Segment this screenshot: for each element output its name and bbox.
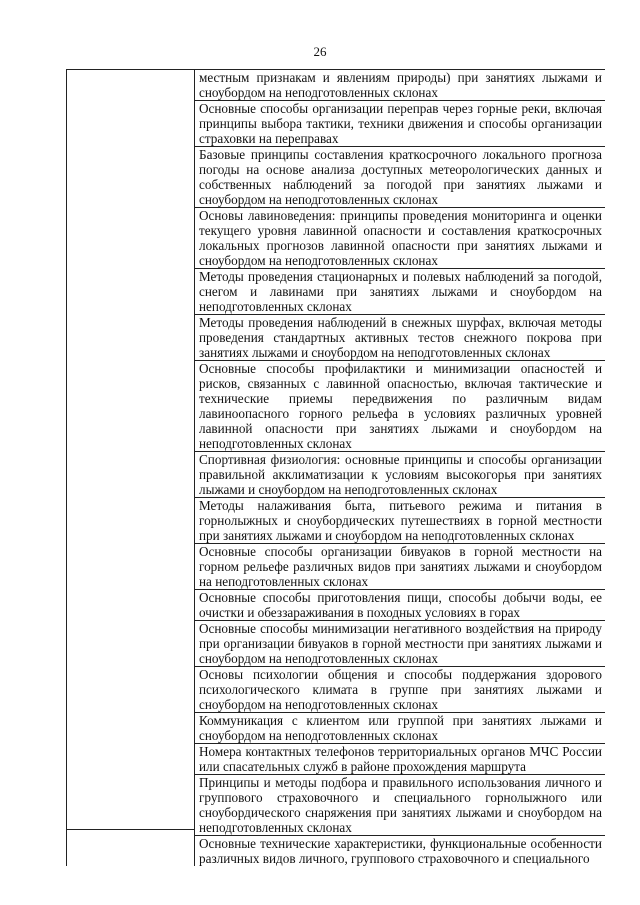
table-row xyxy=(67,713,605,744)
table-cell-text: Методы проведения стационарных и полевых наблюдений за погодой, снегом и лавинами при занятиях лыжами и сноубордом на неподготовленных склонах xyxy=(195,269,605,315)
table-cell-empty xyxy=(67,744,195,775)
table-cell-text: Основные способы приготовления пищи, способы добычи воды, ее очистки и обеззараживания в походных условиях в горах xyxy=(195,590,605,621)
table-cell-text: Основные способы минимизации негативного воздействия на природу при организации бивуаков в горной местности при занятиях лыжами и сноубордом на неподготовленных склонах xyxy=(195,621,605,667)
table-row xyxy=(67,70,605,101)
table-cell-empty xyxy=(67,101,195,147)
table-cell-text: Основы лавиноведения: принципы проведения мониторинга и оценки текущего уровня лавинной опасности и составления краткосрочных локальных прогнозов лавинной опасности при занятиях лыжами и сноубордом на неподготовленных склонах xyxy=(195,208,605,269)
table-cell-empty xyxy=(67,544,195,590)
table-row xyxy=(67,775,605,836)
table-cell-empty xyxy=(67,498,195,544)
table-row xyxy=(67,208,605,269)
table-cell-empty xyxy=(67,775,195,836)
table-cell-text: Основные способы организации бивуаков в горной местности на горном рельефе различных видов при занятиях лыжами и сноубордом на неподготовленных склонах xyxy=(195,544,605,590)
table-cell-empty xyxy=(67,836,195,866)
table-row xyxy=(67,452,605,498)
table-cell-empty xyxy=(67,269,195,315)
table-row xyxy=(67,744,605,775)
table-cell-text: Методы налаживания быта, питьевого режима и питания в горнолыжных и сноубордических путешествиях в горной местности при занятиях лыжами и сноубордом на неподготовленных склонах xyxy=(195,498,605,544)
table-cell-empty xyxy=(67,70,195,101)
table-cell-empty xyxy=(67,452,195,498)
table-cell-empty xyxy=(67,315,195,361)
table-row xyxy=(67,147,605,208)
table-cell-empty xyxy=(67,713,195,744)
table-row xyxy=(67,269,605,315)
page-number: 26 xyxy=(313,44,327,59)
requirements-table xyxy=(66,69,605,866)
table-row xyxy=(67,544,605,590)
table-row xyxy=(67,667,605,713)
table-bottom-border xyxy=(66,829,194,830)
table-row xyxy=(67,361,605,452)
table-row xyxy=(67,621,605,667)
table-cell-text: Основные способы организации переправ через горные реки, включая принципы выбора тактики, техники движения и способы организации страховки на переправах xyxy=(195,101,605,147)
table-cell-text: Основные способы профилактики и минимизации опасностей и рисков, связанных с лавинной опасностью, включая тактические и технические приемы передвижения по различным видам лавиноопасного горного рельефа в условиях различных уровней лавинной опасности при занятиях лыжами и сноубордом на неподготовленных склонах xyxy=(195,361,605,452)
table-row xyxy=(67,590,605,621)
table-cell-text: Коммуникация с клиентом или группой при занятиях лыжами и сноубордом на неподготовленных склонах xyxy=(195,713,605,744)
table-cell-text: Методы проведения наблюдений в снежных шурфах, включая методы проведения стандартных активных тестов снежного покрова при занятиях лыжами и сноубордом на неподготовленных склонах xyxy=(195,315,605,361)
table-cell-empty xyxy=(67,590,195,621)
table-row xyxy=(67,315,605,361)
table-cell-empty xyxy=(67,361,195,452)
table-cell-text: Принципы и методы подбора и правильного использования личного и группового страховочного и специального горнолыжного или сноубордического снаряжения при занятиях лыжами и сноубордом на неподготовленных склонах xyxy=(195,775,605,836)
table-cell-text: Основные технические характеристики, функциональные особенности различных видов личного, группового страховочного и специального xyxy=(199,836,602,866)
table-row xyxy=(67,101,605,147)
table-row xyxy=(67,498,605,544)
table-cell-empty xyxy=(67,667,195,713)
table-row xyxy=(67,836,605,866)
table-cell-text: Основы психологии общения и способы поддержания здорового психологического климата в группе при занятиях лыжами и сноубордом на неподготовленных склонах xyxy=(195,667,605,713)
table-cell-text: Базовые принципы составления краткосрочного локального прогноза погоды на основе анализа доступных метеорологических данных и собственных наблюдений за погодой при занятиях лыжами и сноубордом на неподготовленных склонах xyxy=(195,147,605,208)
table-cell-empty xyxy=(67,208,195,269)
table-cell-empty xyxy=(67,147,195,208)
table-cell-text: Номера контактных телефонов территориальных органов МЧС России или спасательных служб в районе прохождения маршрута xyxy=(195,744,605,775)
table-cell-empty xyxy=(67,621,195,667)
table-cell-text: местным признакам и явлениям природы) при занятиях лыжами и сноубордом на неподготовленных склонах xyxy=(195,70,605,101)
table-cell-text: Спортивная физиология: основные принципы и способы организации правильной акклиматизации к условиям высокогорья при занятиях лыжами и сноубордом на неподготовленных склонах xyxy=(195,452,605,498)
